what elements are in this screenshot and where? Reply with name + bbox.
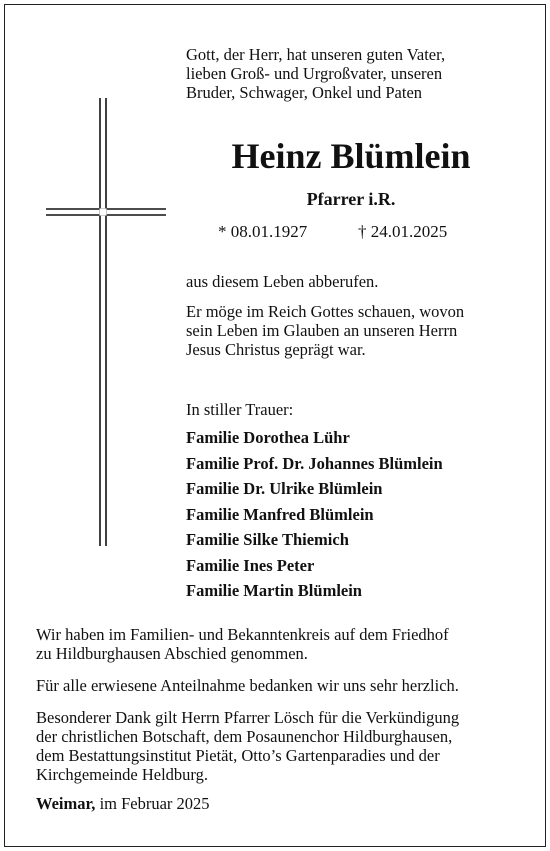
death-date: † 24.01.2025: [358, 222, 448, 241]
intro-line: Gott, der Herr, hat unseren guten Vater,: [186, 45, 446, 64]
paragraph-line: Wir haben im Familien- und Bekanntenkreis auf dem Friedhof: [36, 625, 449, 644]
thanks-paragraph: [36, 676, 516, 695]
deceased-name: Heinz Blümlein: [231, 136, 471, 176]
mourning-label: In stiller Trauer:: [186, 400, 294, 419]
signature-date: im Februar 2025: [99, 794, 210, 813]
paragraph-line: der christlichen Botschaft, dem Posaunenchor Hildburghausen,: [36, 727, 453, 746]
family-item: Familie Silke Thiemich: [186, 530, 349, 549]
wish-line: sein Leben im Glauben an unseren Herrn: [186, 321, 458, 340]
paragraph-line: zu Hildburghausen Abschied genommen.: [36, 644, 308, 663]
family-item: Familie Martin Blümlein: [186, 581, 362, 600]
intro-line: lieben Groß- und Urgroßvater, unseren: [186, 64, 443, 83]
farewell-paragraph: [36, 625, 516, 663]
birth-date: * 08.01.1927: [218, 222, 308, 241]
special-thanks-paragraph: [36, 708, 516, 784]
signature-line: [36, 794, 210, 814]
intro-text: [186, 45, 516, 102]
paragraph-line: dem Bestattungsinstitut Pietät, Otto’s Gartenparadies und der: [36, 746, 440, 765]
paragraph-line: Kirchgemeinde Heldburg.: [36, 765, 208, 784]
family-item: Familie Dr. Ulrike Blümlein: [186, 479, 383, 498]
cross-icon: [44, 96, 168, 548]
signature-place: Weimar,: [36, 794, 96, 813]
family-item: Familie Ines Peter: [186, 555, 315, 575]
family-item: Familie Manfred Blümlein: [186, 504, 374, 524]
deceased-title: Pfarrer i.R.: [306, 189, 396, 209]
family-list: [186, 425, 443, 604]
wish-text: [186, 302, 516, 359]
wish-line: Jesus Christus geprägt war.: [186, 340, 366, 359]
intro-line: Bruder, Schwager, Onkel und Paten: [186, 83, 423, 102]
paragraph-line: Für alle erwiesene Anteilnahme bedanken wir uns sehr herzlich.: [36, 676, 459, 695]
family-item: Familie Prof. Dr. Johannes Blümlein: [186, 453, 443, 473]
paragraph-line: Besonderer Dank gilt Herrn Pfarrer Lösch für die Verkündigung: [36, 708, 460, 727]
wish-line: Er möge im Reich Gottes schauen, wovon: [186, 302, 465, 321]
family-item: Familie Dorothea Lühr: [186, 428, 350, 447]
departure-text: aus diesem Leben abberufen.: [186, 272, 379, 291]
